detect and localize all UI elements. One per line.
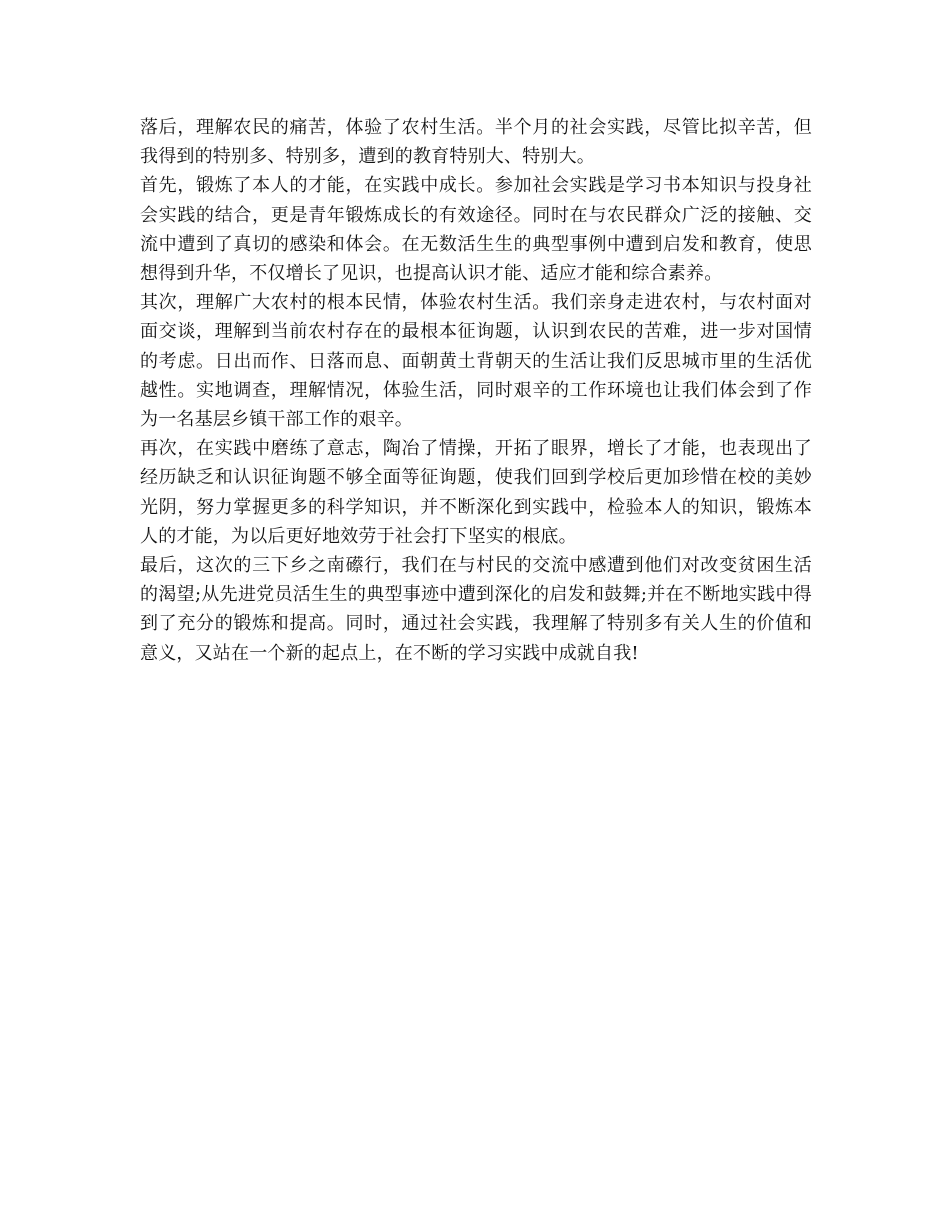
document-body — [140, 113, 812, 668]
paragraph-5: 最后，这次的三下乡之南礤行，我们在与村民的交流中感遭到他们对改变贫困生活的渴望;从先进党员活生生的典型事迹中遭到深化的启发和鼓舞;并在不断地实践中得到了充分的锻炼和提高。同时，通过社会实践，我理解了特别多有关人生的价值和意义，又站在一个新的起点上，在不断的学习实践中成就自我! — [140, 555, 812, 664]
paragraph-4: 再次，在实践中磨练了意志，陶冶了情操，开拓了眼界，增长了才能，也表现出了经历缺乏和认识征询题不够全面等征询题，使我们回到学校后更加珍惜在校的美妙光阴，努力掌握更多的科学知识，并不断深化到实践中，检验本人的知识，锻炼本人的才能，为以后更好地效劳于社会打下坚实的根底。 — [140, 438, 812, 547]
paragraph-1: 落后，理解农民的痛苦，体验了农村生活。半个月的社会实践，尽管比拟辛苦，但我得到的特别多、特别多，遭到的教育特别大、特别大。 — [140, 117, 812, 168]
paragraph-3: 其次，理解广大农村的根本民情，体验农村生活。我们亲身走进农村，与农村面对面交谈，理解到当前农村存在的最根本征询题，认识到农民的苦难，进一步对国情的考虑。日出而作、日落而息、面朝黄土背朝天的生活让我们反思城市里的生活优越性。实地调查，理解情况，体验生活，同时艰辛的工作环境也让我们体会到了作为一名基层乡镇干部工作的艰辛。 — [140, 292, 812, 431]
paragraph-2: 首先，锻炼了本人的才能，在实践中成长。参加社会实践是学习书本知识与投身社会实践的结合，更是青年锻炼成长的有效途径。同时在与农民群众广泛的接触、交流中遭到了真切的感染和体会。在无数活生生的典型事例中遭到启发和教育，使思想得到升华，不仅增长了见识，也提高认识才能、适应才能和综合素养。 — [140, 175, 812, 285]
